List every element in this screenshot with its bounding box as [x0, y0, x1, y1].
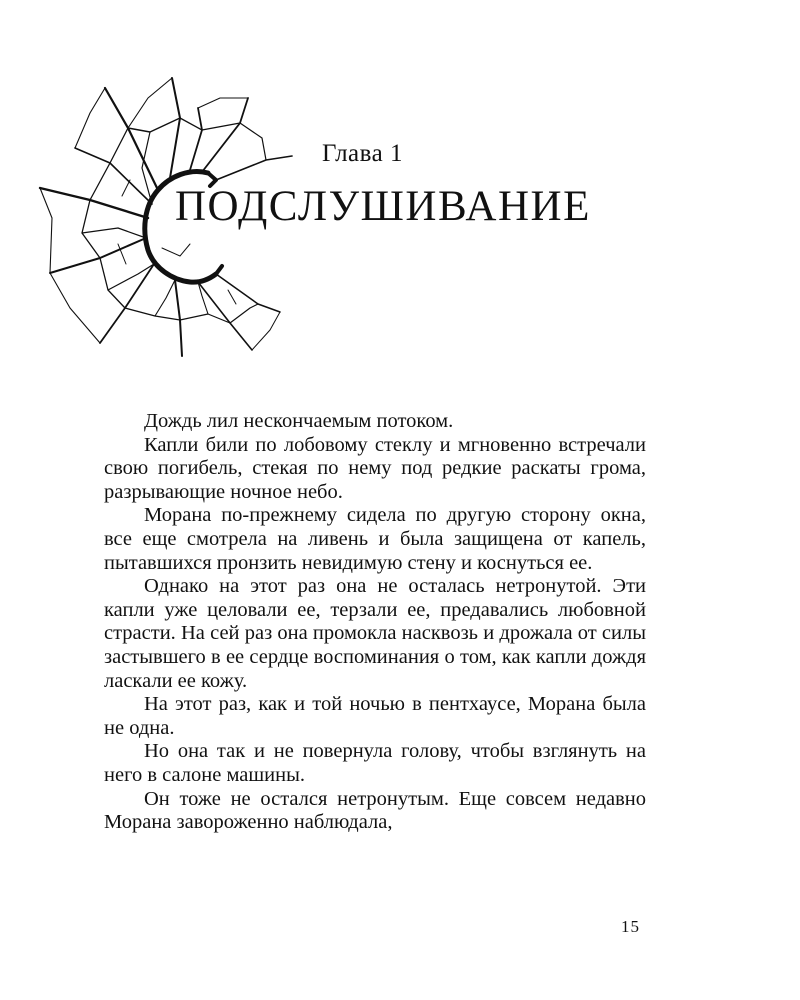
chapter-title: ПОДСЛУШИВАНИЕ [175, 183, 591, 230]
paragraph: Он тоже не остался нетронутым. Еще совсем недавно Морана завороженно наблюдала, [104, 787, 646, 834]
paragraph: Дождь лил нескончаемым потоком. [144, 410, 454, 432]
paragraph: Морана по-прежнему сидела по другую сторону окна, все еще смотрела на ливень и была защищена от капель, пытавшихся пронзить невидимую стену и коснуться ее. [104, 504, 646, 574]
page-number: 15 [621, 917, 640, 936]
paragraph: Но она так и не повернула голову, чтобы взглянуть на него в салоне машины. [104, 740, 646, 786]
paragraph: Капли били по лобовому стеклу и мгновенно встречали свою погибель, стекая по нему под редкие раскаты грома, разрывающие ночное небо. [104, 433, 646, 503]
chapter-label: Глава 1 [322, 140, 403, 167]
body-text [104, 410, 646, 835]
paragraph: Однако на этот раз она не осталась нетронутой. Эти капли уже целовали ее, терзали ее, предавались любовной страсти. На сей раз она промокла насквозь и дрожала от силы застывшего в ее сердце воспоминания о том, как капли дождя ласкали ее кожу. [104, 575, 646, 692]
paragraph: На этот раз, как и той ночью в пентхаусе, Морана была не одна. [104, 693, 646, 739]
